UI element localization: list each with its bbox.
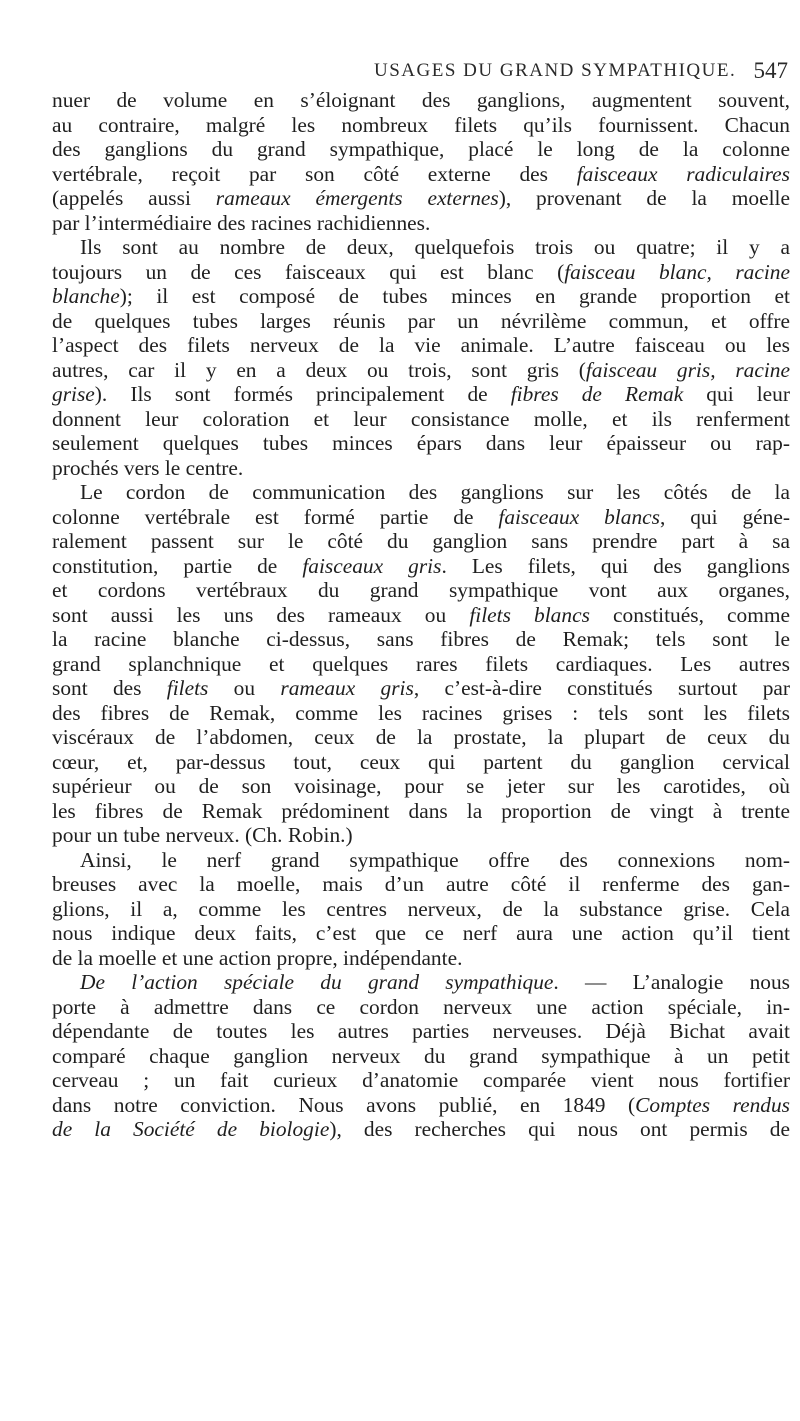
text-line: blanche); il est composé de tubes minces en grande proportion et bbox=[52, 284, 790, 308]
paragraph-start-line: Ainsi, le nerf grand sympathique offre des connexions nom- bbox=[80, 847, 790, 872]
section-heading-line: De l’action spéciale du grand sympathique. — L’analogie nous bbox=[80, 970, 790, 994]
text-line: cœur, et, par-dessus tout, ceux qui partent du ganglion cervical bbox=[52, 749, 790, 774]
text-line: prochés vers le centre. bbox=[52, 455, 244, 480]
text-line: l’aspect des filets nerveux de la vie animale. L’autre faisceau ou les bbox=[52, 333, 790, 357]
text-line: dans notre conviction. Nous avons publié, en 1849 (Comptes rendus bbox=[52, 1092, 791, 1117]
text-line: autres, car il y en a deux ou trois, sont gris (faisceau gris, racine bbox=[52, 357, 790, 382]
text-line: et cordons vertébraux du grand sympathique vont aux organes, bbox=[52, 578, 790, 602]
text-line: porte à admettre dans ce cordon nerveux une action spéciale, in- bbox=[52, 994, 790, 1019]
text-line: glions, il a, comme les centres nerveux, de la substance grise. Cela bbox=[52, 896, 790, 921]
page-number: 547 bbox=[753, 58, 788, 83]
text-line: donnent leur coloration et leur consistance molle, et ils renferment bbox=[52, 406, 790, 431]
text-line: colonne vertébrale est formé partie de faisceaux blancs, qui géne- bbox=[52, 504, 790, 529]
text-line: de quelques tubes larges réunis par un névrilème commun, et offre bbox=[52, 308, 790, 333]
text-line: constitution, partie de faisceaux gris. Les filets, qui des ganglions bbox=[52, 553, 790, 578]
text-line: pour un tube nerveux. (Ch. Robin.) bbox=[52, 823, 353, 847]
text-line: viscéraux de l’abdomen, ceux de la prostate, la plupart de ceux du bbox=[52, 725, 790, 749]
text-line: cerveau ; un fait curieux d’anatomie comparée vient nous fortifier bbox=[52, 1068, 790, 1092]
paragraph-start-line: Ils sont au nombre de deux, quelquefois trois ou quatre; il y a bbox=[80, 235, 790, 259]
text-line: vertébrale, reçoit par son côté externe des faisceaux radiculaires bbox=[52, 161, 790, 186]
body-text bbox=[52, 88, 790, 1142]
text-line: breuses avec la moelle, mais d’un autre côté il renferme des gan- bbox=[52, 872, 790, 896]
text-line: de la Société de biologie), des recherches qui nous ont permis de bbox=[52, 1117, 790, 1141]
text-line: grise). Ils sont formés principalement de fibres de Remak qui leur bbox=[52, 382, 790, 406]
text-line: des fibres de Remak, comme les racines grises : tels sont les filets bbox=[52, 700, 790, 725]
text-line: nuer de volume en s’éloignant des ganglions, augmentent souvent, bbox=[52, 88, 790, 112]
text-line: toujours un de ces faisceaux qui est blanc (faisceau blanc, racine bbox=[52, 259, 790, 284]
text-line: grand splanchnique et quelques rares filets cardiaques. Les autres bbox=[52, 651, 790, 676]
text-line: sont des filets ou rameaux gris, c’est-à-dire constitués surtout par bbox=[52, 676, 791, 700]
text-line: sont aussi les uns des rameaux ou filets blancs constitués, comme bbox=[52, 602, 790, 627]
text-line: dépendante de toutes les autres parties nerveuses. Déjà Bichat avait bbox=[52, 1019, 790, 1043]
text-line: de la moelle et une action propre, indépendante. bbox=[52, 945, 463, 970]
running-header bbox=[52, 56, 790, 82]
text-line: supérieur ou de son voisinage, pour se jeter sur les carotides, où bbox=[52, 774, 790, 798]
text-line: par l’intermédiaire des racines rachidiennes. bbox=[52, 210, 431, 235]
running-title: USAGES DU GRAND SYMPATHIQUE. bbox=[374, 60, 737, 81]
paragraph-start-line: Le cordon de communication des ganglions sur les côtés de la bbox=[80, 480, 790, 504]
text-line: la racine blanche ci-dessus, sans fibres de Remak; tels sont le bbox=[52, 627, 790, 651]
text-line: nous indique deux faits, c’est que ce nerf aura une action qu’il tient bbox=[52, 921, 790, 945]
text-line: seulement quelques tubes minces épars dans leur épaisseur ou rap- bbox=[52, 431, 790, 455]
text-line: les fibres de Remak prédominent dans la proportion de vingt à trente bbox=[52, 798, 790, 823]
text-line: comparé chaque ganglion nerveux du grand sympathique à un petit bbox=[52, 1043, 790, 1068]
text-line: au contraire, malgré les nombreux filets qu’ils fournissent. Chacun bbox=[52, 112, 790, 137]
text-line: ralement passent sur le côté du ganglion sans prendre part à sa bbox=[52, 529, 790, 553]
text-line: des ganglions du grand sympathique, placé le long de la colonne bbox=[52, 137, 790, 161]
text-line: (appelés aussi rameaux émergents externes), provenant de la moelle bbox=[52, 186, 790, 210]
